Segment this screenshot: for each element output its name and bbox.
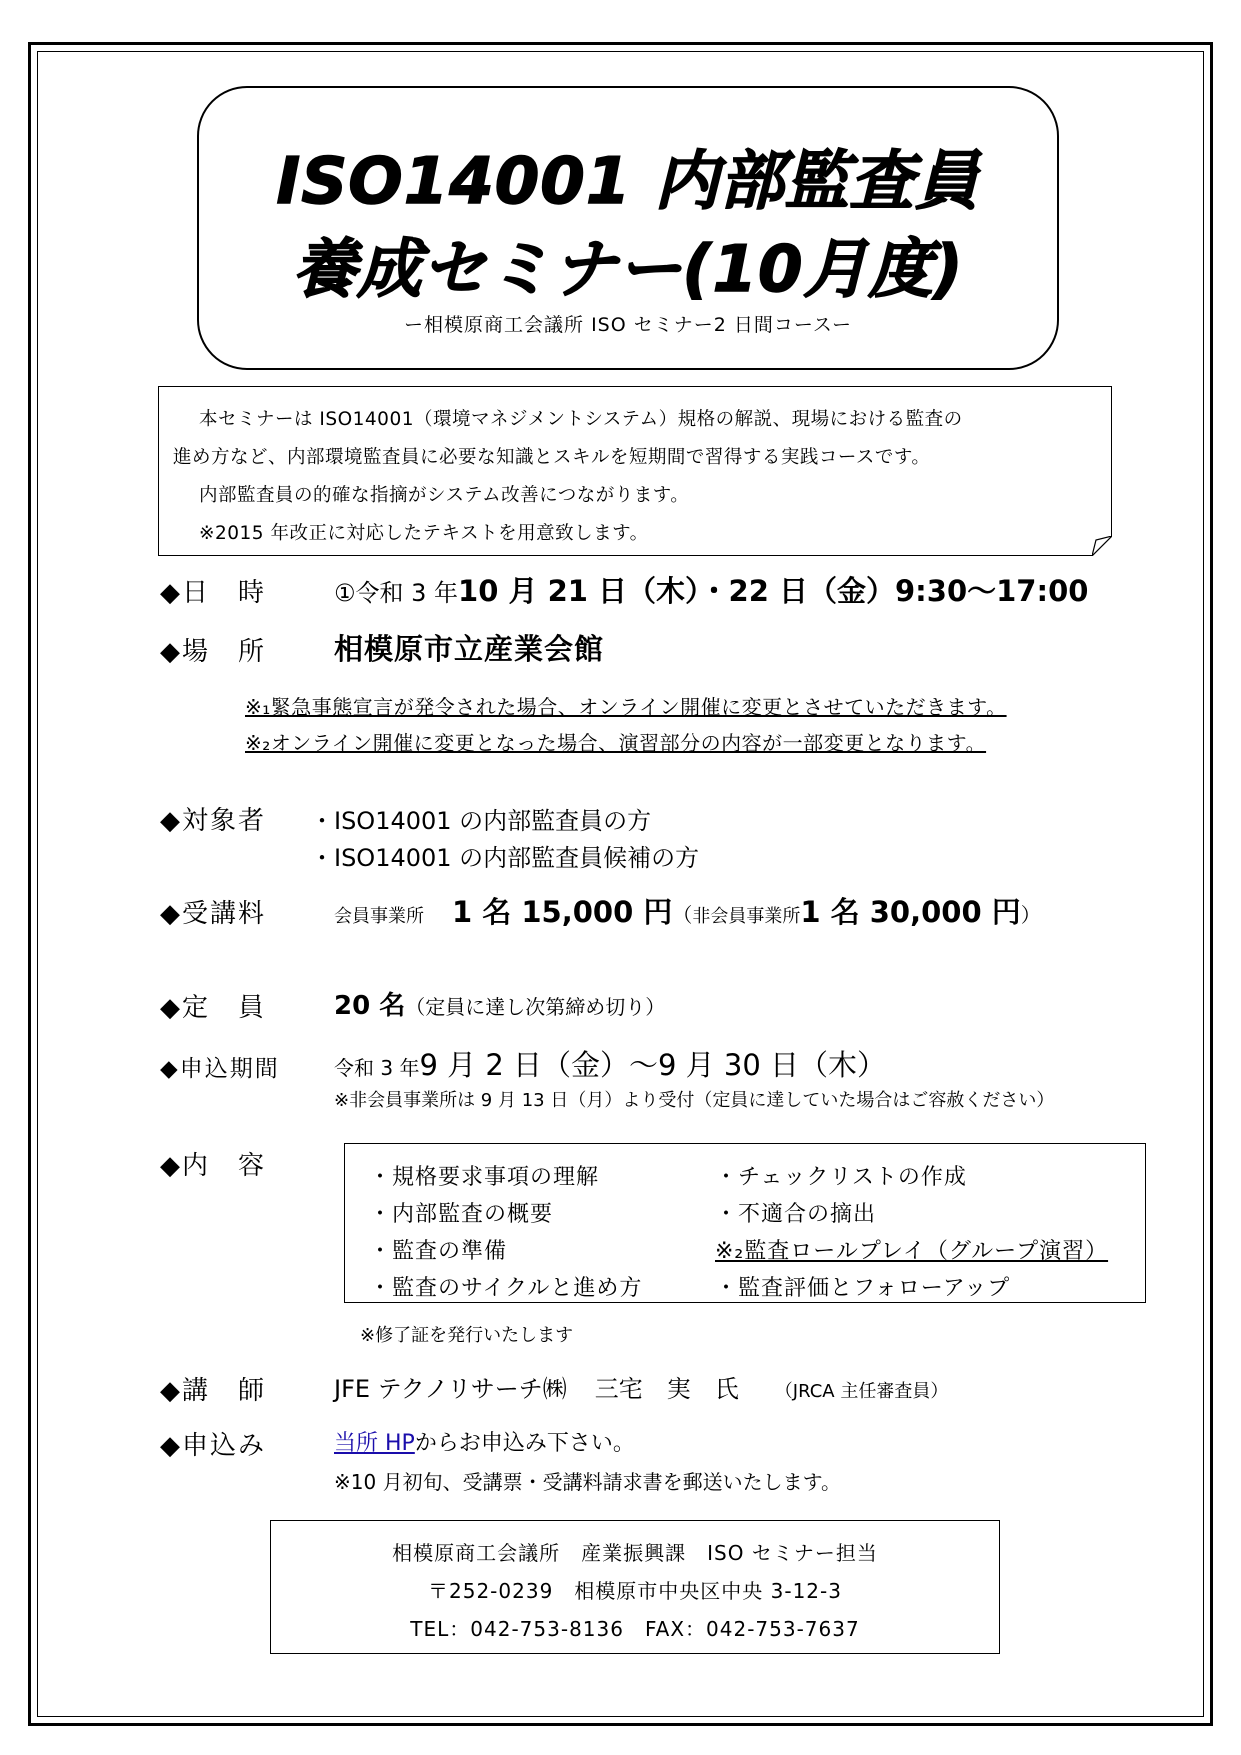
- instructor-title: （JRCA 主任審査員）: [774, 1381, 949, 1402]
- fee-close-paren: ）: [1020, 903, 1041, 927]
- content-item-left-1: ・規格要求事項の理解: [369, 1165, 600, 1190]
- content-item-left-2: ・内部監査の概要: [369, 1202, 554, 1227]
- intro-line-4: ※2015 年改正に対応したテキストを用意致します。: [199, 523, 649, 544]
- fee-member-price: 1 名 15,000 円: [452, 895, 673, 929]
- fee-value: [334, 890, 1041, 931]
- contact-line-1: 相模原商工会議所 産業振興課 ISO セミナー担当: [392, 1541, 878, 1565]
- certificate-note: ※修了証を発行いたします: [360, 1325, 574, 1346]
- intro-line-2: 進め方など、内部環境監査員に必要な知識とスキルを短期間で習得する実践コースです。: [173, 447, 931, 468]
- intro-line-1: 本セミナーは ISO14001（環境マネジメントシステム）規格の解説、現場における監査の: [199, 409, 963, 430]
- contact-box: [270, 1520, 1000, 1654]
- venue-note-1: ※₁緊急事態宣言が発令された場合、オンライン開催に変更とさせていただきます。: [245, 695, 1007, 719]
- instructor-label: ◆講 師: [160, 1376, 266, 1406]
- application-period-note: ※非会員事業所は 9 月 13 日（月）より受付（定員に達していた場合はご容赦ください）: [334, 1090, 1055, 1111]
- application-period-dates: 9 月 2 日（金）～9 月 30 日（木）: [419, 1048, 887, 1082]
- contact-line-3: TEL：042-753-8136 FAX：042-753-7637: [410, 1617, 860, 1641]
- schedule-value: [334, 569, 1088, 610]
- content-item-left-4: ・監査のサイクルと進め方: [369, 1276, 643, 1301]
- website-link[interactable]: 当所 HP: [334, 1431, 415, 1456]
- content-label: ◆内 容: [160, 1151, 266, 1181]
- application-period-value: [334, 1043, 886, 1084]
- content-item-right-3: ※₂監査ロールプレイ（グループ演習）: [715, 1239, 1109, 1264]
- page-fold-icon: [1092, 536, 1112, 556]
- content-item-right-4: ・監査評価とフォローアップ: [715, 1276, 1011, 1301]
- instructor-name: 三宅 実 氏: [594, 1375, 739, 1403]
- title-line-1: ISO14001 内部監査員: [276, 145, 980, 219]
- instructor-value: [334, 1369, 948, 1404]
- fee-nonmember-label: 非会員事業所: [692, 906, 801, 927]
- contact-line-2: 〒252-0239 相模原市中央区中央 3-12-3: [428, 1579, 842, 1603]
- fee-nonmember-price: 1 名 30,000 円: [800, 895, 1021, 929]
- schedule-label: ◆日 時: [160, 578, 266, 608]
- intro-box: [158, 386, 1112, 556]
- venue-name: 相模原市立産業会館: [334, 632, 605, 666]
- schedule-prefix: ①令和 3 年: [334, 579, 459, 607]
- venue-label: ◆場 所: [160, 637, 266, 667]
- title-line-2: 養成セミナー(10月度): [292, 233, 964, 307]
- title-box: [197, 86, 1059, 370]
- content-item-right-2: ・不適合の摘出: [715, 1202, 877, 1227]
- capacity-label: ◆定 員: [160, 993, 266, 1023]
- content-item-left-3: ・監査の準備: [369, 1239, 508, 1264]
- schedule-date: 10 月 21 日（木）・22 日（金）9:30～17:00: [458, 574, 1089, 608]
- application-label: ◆申込み: [160, 1431, 266, 1461]
- capacity-value: [334, 985, 665, 1022]
- content-box: [344, 1143, 1146, 1303]
- intro-line-3: 内部監査員の的確な指摘がシステム改善につながります。: [199, 485, 690, 506]
- application-text: からお申込み下さい。: [414, 1431, 635, 1456]
- venue-note-2: ※₂オンライン開催に変更となった場合、演習部分の内容が一部変更となります。: [245, 731, 987, 755]
- target-item-2: ・ISO14001 の内部監査員候補の方: [310, 844, 700, 872]
- fee-label: ◆受講料: [160, 899, 266, 929]
- target-label: ◆対象者: [160, 806, 266, 836]
- target-item-1: ・ISO14001 の内部監査員の方: [310, 807, 652, 835]
- instructor-company: JFE テクノリサーチ㈱: [334, 1375, 567, 1403]
- fee-member-label: 会員事業所: [334, 906, 424, 927]
- fee-open-paren: （: [672, 903, 693, 927]
- title-subtitle: ー相模原商工会議所 ISO セミナー2 日間コースー: [404, 314, 852, 336]
- content-item-right-1: ・チェックリストの作成: [715, 1165, 967, 1190]
- capacity-note: （定員に達し次第締め切り）: [405, 995, 666, 1019]
- capacity-number: 20 名: [334, 991, 406, 1021]
- application-value: [334, 1426, 635, 1457]
- application-period-label: ◆申込期間: [160, 1056, 280, 1082]
- application-note: ※10 月初旬、受講票・受講料請求書を郵送いたします。: [334, 1470, 841, 1494]
- application-period-era: 令和 3 年: [334, 1056, 420, 1080]
